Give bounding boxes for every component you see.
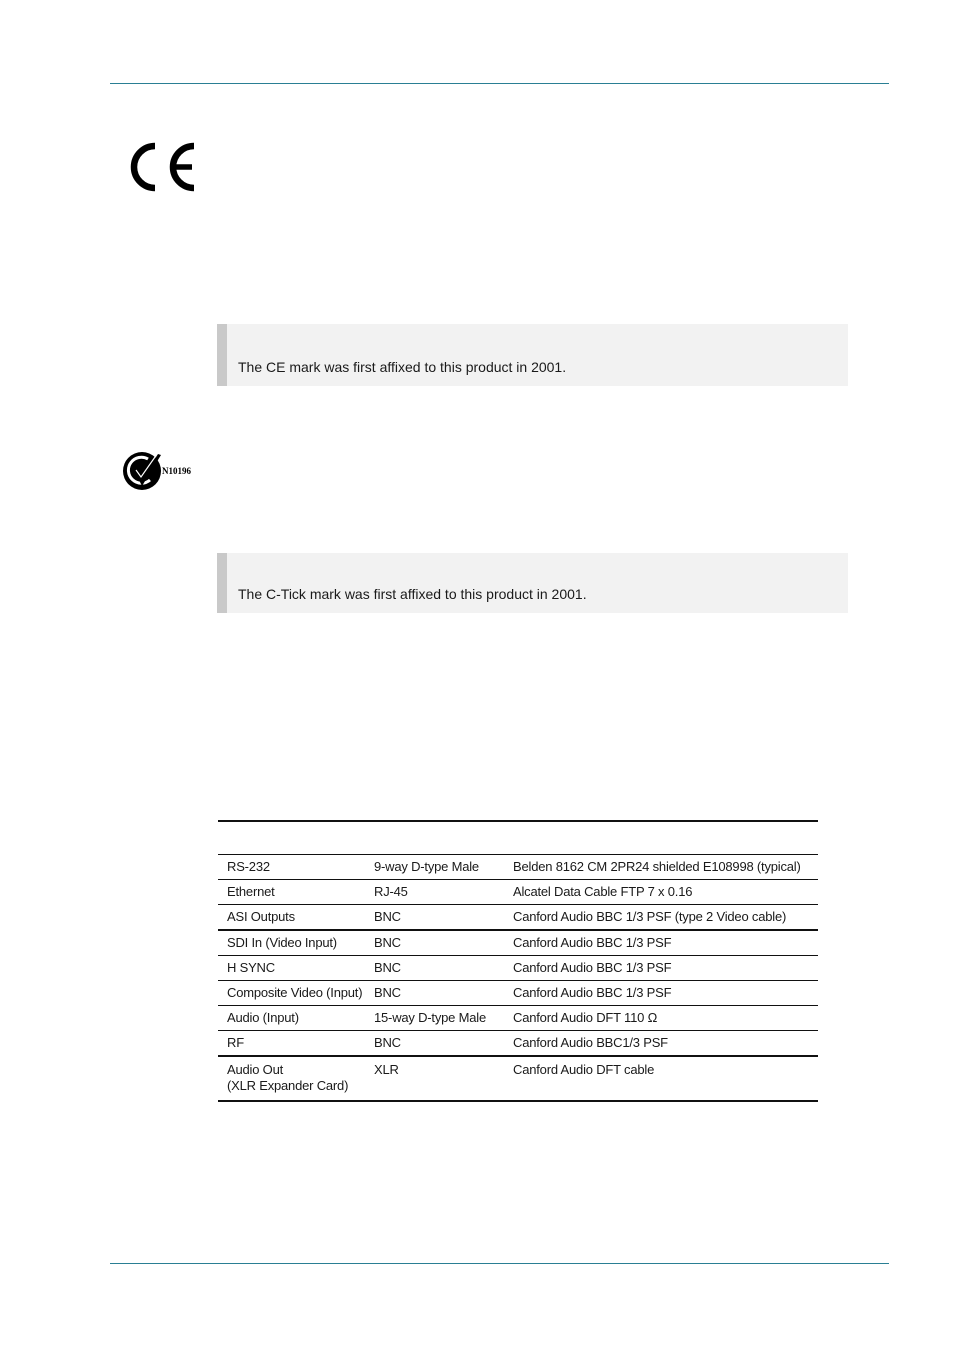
signal-cell: SDI In (Video Input) <box>218 930 365 956</box>
connector-cell: 15-way D-type Male <box>365 1006 504 1031</box>
table-row <box>218 956 818 981</box>
ctick-note-text: The C-Tick mark was first affixed to this product in 2001. <box>238 586 587 602</box>
connector-cell: BNC <box>365 956 504 981</box>
cable-cell: Canford Audio BBC 1/3 PSF (type 2 Video cable) <box>504 905 818 931</box>
cable-cell: Canford Audio BBC 1/3 PSF <box>504 981 818 1006</box>
table-row <box>218 930 818 956</box>
cable-cell: Canford Audio BBC1/3 PSF <box>504 1031 818 1057</box>
signal-cell: Composite Video (Input) <box>218 981 365 1006</box>
connector-cell: 9-way D-type Male <box>365 855 504 880</box>
cable-cell: Canford Audio BBC 1/3 PSF <box>504 956 818 981</box>
table-header-row <box>218 821 818 855</box>
connector-cell: XLR <box>365 1056 504 1101</box>
signal-cell: ASI Outputs <box>218 905 365 931</box>
header-rule <box>110 83 889 84</box>
table-row <box>218 1031 818 1057</box>
table-row <box>218 880 818 905</box>
footer-rule <box>110 1263 889 1264</box>
connector-cell: BNC <box>365 1031 504 1057</box>
table-row <box>218 1006 818 1031</box>
cable-cell: Canford Audio DFT 110 Ω <box>504 1006 818 1031</box>
cable-cell: Belden 8162 CM 2PR24 shielded E108998 (typical) <box>504 855 818 880</box>
signal-line-1: Audio Out <box>227 1062 284 1077</box>
connector-cell: BNC <box>365 981 504 1006</box>
table-row <box>218 981 818 1006</box>
ce-note <box>217 324 848 386</box>
table-row <box>218 855 818 880</box>
ce-mark-icon <box>125 140 199 194</box>
c-tick-mark-icon <box>121 449 201 493</box>
signal-cell <box>218 1056 365 1101</box>
c-tick-code: N10196 <box>162 466 191 476</box>
table-row <box>218 905 818 931</box>
ctick-note <box>217 553 848 613</box>
connector-cell: BNC <box>365 905 504 931</box>
table-row <box>218 1056 818 1101</box>
signal-cell: RS-232 <box>218 855 365 880</box>
connector-cell: RJ-45 <box>365 880 504 905</box>
cable-specification-table <box>218 820 818 1102</box>
signal-cell: Ethernet <box>218 880 365 905</box>
connector-cell: BNC <box>365 930 504 956</box>
ce-note-text: The CE mark was first affixed to this product in 2001. <box>238 359 567 375</box>
cable-cell: Canford Audio BBC 1/3 PSF <box>504 930 818 956</box>
cable-cell: Canford Audio DFT cable <box>504 1056 818 1101</box>
cable-cell: Alcatel Data Cable FTP 7 x 0.16 <box>504 880 818 905</box>
signal-line-2: (XLR Expander Card) <box>227 1078 349 1093</box>
signal-cell: H SYNC <box>218 956 365 981</box>
signal-cell: Audio (Input) <box>218 1006 365 1031</box>
signal-cell: RF <box>218 1031 365 1057</box>
